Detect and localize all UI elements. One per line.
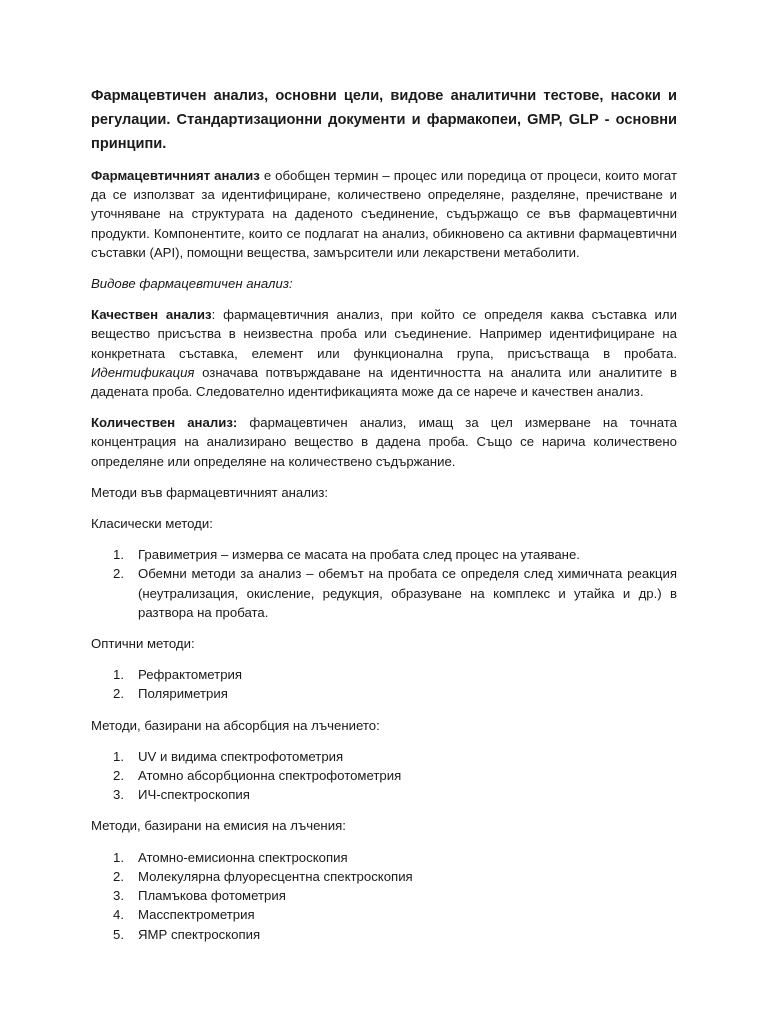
list-number: 3. bbox=[113, 787, 124, 803]
list-number: 2. bbox=[113, 566, 124, 582]
list-text: Обемни методи за анализ – обемът на пробата се определя след химичната реакция (неутрализация, окисление, редукция, образуване на комплекс и утайка и др.) в разтвора на пробата. bbox=[138, 566, 677, 620]
list-number: 5. bbox=[113, 926, 124, 942]
list-number: 4. bbox=[113, 907, 124, 923]
list-number: 2. bbox=[113, 686, 124, 702]
intro-term: Фармацевтичният анализ bbox=[91, 168, 260, 183]
list-text: ИЧ-спектроскопия bbox=[138, 787, 250, 803]
types-heading bbox=[91, 274, 677, 293]
list-text: ЯМР спектроскопия bbox=[138, 926, 261, 942]
list-number: 2. bbox=[113, 868, 124, 884]
qualitative-text-2: означава потвърждаване на идентичността на аналита или аналитите в дадената проба. Следователно идентификацията може да се нарече и качествен анализ. bbox=[91, 364, 677, 400]
intro-text: е обобщен термин – процес или поредица от процеси, които могат да се използват за идентифициране, количествено определяне, разделяне, пречистване и уточняване на структурата на даденото съединение, съдържащо се във фармацевтични продукти. Компонентите, които се подлагат на анализ, обикновено са активни фармацевтични съставки (API), помощни вещества, замърсители или лекарствени метаболити. bbox=[91, 168, 678, 260]
intro-paragraph bbox=[91, 166, 677, 262]
list-emission bbox=[91, 848, 677, 944]
list-text: Гравиметрия – измерва се масата на пробата след процес на утаяване. bbox=[138, 547, 580, 563]
quantitative-paragraph bbox=[91, 413, 677, 471]
list-text: Рефрактометрия bbox=[138, 667, 243, 683]
list-item bbox=[91, 886, 677, 905]
list-text: UV и видима спектрофотометрия bbox=[138, 748, 344, 764]
quantitative-text: фармацевтичен анализ, имащ за цел измерване на точната концентрация на анализирано вещество в дадена проба. Също се нарича количествено определяне или определяне на количествено съдържание. bbox=[91, 415, 677, 469]
list-text: Атомно-емисионна спектроскопия bbox=[138, 849, 348, 865]
types-heading-text: Видове фармацевтичен анализ: bbox=[91, 276, 293, 292]
list-text: Молекулярна флуоресцентна спектроскопия bbox=[138, 868, 413, 884]
list-item bbox=[91, 848, 677, 867]
quantitative-term: Количествен анализ: bbox=[91, 415, 238, 431]
section-heading-absorption: Методи, базирани на абсорбция на лъчението: bbox=[91, 717, 380, 733]
list-optical bbox=[91, 665, 677, 703]
list-item bbox=[91, 684, 677, 703]
list-item bbox=[91, 665, 677, 684]
document-title: Фармацевтичен анализ, основни цели, видове аналитични тестове, насоки и регулации. Стандартизационни документи и фармакопеи, GMP, GLP - основни принципи. bbox=[91, 88, 677, 152]
qualitative-term: Качествен анализ bbox=[91, 307, 212, 323]
list-item bbox=[91, 545, 677, 564]
section-heading-classical: Класически методи: bbox=[91, 516, 213, 532]
list-number: 2. bbox=[113, 768, 124, 784]
list-number: 1. bbox=[113, 547, 124, 563]
list-text: Поляриметрия bbox=[138, 686, 228, 702]
qualitative-paragraph bbox=[91, 305, 677, 401]
list-text: Атомно абсорбционна спектрофотометрия bbox=[138, 768, 402, 784]
list-number: 1. bbox=[113, 748, 124, 764]
list-number: 1. bbox=[113, 849, 124, 865]
list-classical bbox=[91, 545, 677, 622]
list-item bbox=[91, 766, 677, 785]
qualitative-italic: Идентификация bbox=[91, 364, 195, 380]
list-absorption bbox=[91, 747, 677, 805]
list-item bbox=[91, 785, 677, 804]
list-number: 3. bbox=[113, 888, 124, 904]
list-item bbox=[91, 905, 677, 924]
methods-heading: Методи във фармацевтичният анализ: bbox=[91, 484, 329, 500]
list-item bbox=[91, 564, 677, 622]
section-heading-optical: Оптични методи: bbox=[91, 636, 195, 652]
section-heading-emission: Методи, базирани на емисия на лъчения: bbox=[91, 818, 346, 834]
qualitative-text-1: : фармацевтичния анализ, при който се определя каква съставка или вещество присъства в неизвестна проба или съединение. Например идентифициране на конкретната съставка, елемент или функционална група, присъстваща в пробата. bbox=[91, 307, 677, 361]
list-item bbox=[91, 925, 677, 944]
list-text: Пламъкова фотометрия bbox=[138, 888, 286, 904]
list-item bbox=[91, 867, 677, 886]
list-text: Масспектрометрия bbox=[138, 907, 255, 923]
list-item bbox=[91, 747, 677, 766]
list-number: 1. bbox=[113, 667, 124, 683]
